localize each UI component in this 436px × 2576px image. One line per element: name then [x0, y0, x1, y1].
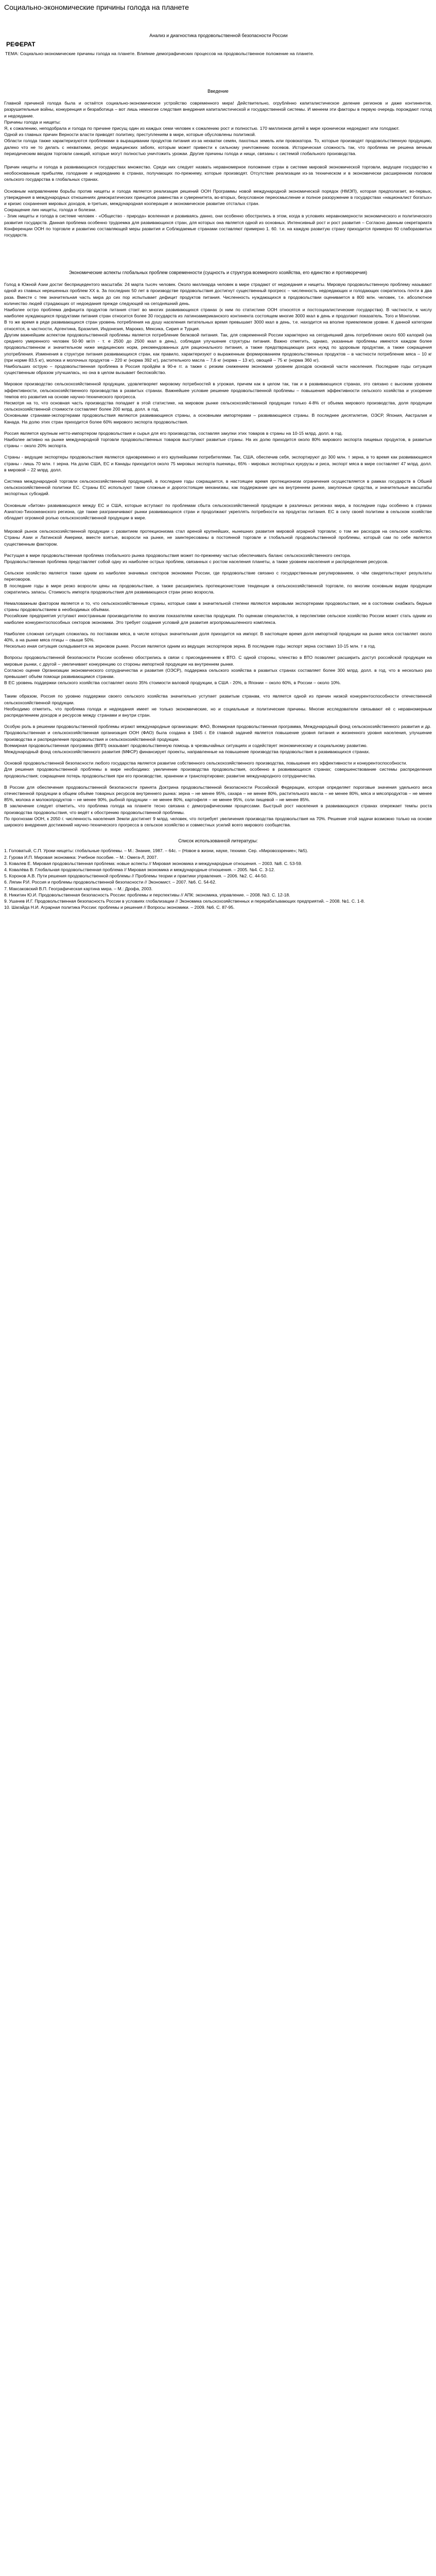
header-block: [4, 32, 432, 57]
body-paragraph: Основным «битом» развивающихся между ЕС и США, которые вступают по проблемам сбыта сельскохозяйственной продукции в различных регионах мира, в последние годы особенно в странах Азиатско-Тихоокеанского региона, где также разграничивают рынки развивающихся стран и продолжают укреплять потребности на продуктах питания. ЕС в силу своей политики в сельском хозяйстве обладает огромной ролью сельскохозяйственной продукции в мире.: [4, 502, 432, 520]
body-paragraph: Система международной торговли сельскохозяйственной продукцией, в последние годы сокращается, в настоящее время протекционизм ограничения осуществляется в рамках государств в Обшей сельскохозяйственной политики ЕС. Страны ЕС используют такие сложные и дорогостоящие механизмы, как поддержание цен на внутреннем рынке, закупочные средства, и значительные масштабы экспортных субсидий.: [4, 478, 432, 497]
document-title: Социально-экономические причины голода на планете: [4, 3, 189, 11]
intro-paragraph: Одной из главных причин Верности власти приводят политику, преступлениям в мире, которые обусловлены политикой.: [4, 132, 256, 138]
body-paragraph: По прогнозам ООН, к 2050 г. численность населения Земли достигнет 9 млрд. человек, что потребует увеличения производства продовольствия на 70%. Решение этой задачи возможно только на основе широкого внедрения достижений научно-технического прогресса в сельское хозяйство и совместных усилий всего мирового сообщества.: [4, 816, 432, 828]
intro-paragraph: Главной причиной голода была и остаётся социально-экономическое устройство современного мира! Действительно, огрублённо капиталистическое деление регионов и даже континентов, разрушительные войны, конкуренция и безработица – вот лишь немногие следствия внедрения капиталистической и государственной системы. И менеем эти факторы в первую очередь порождают голод и недоедание.: [4, 100, 432, 118]
intro-paragraph: Причины голода и нищеты:: [4, 119, 61, 125]
intro-paragraph: Области голода также характеризуются проблемами в выращивании продуктов питания из-за нехватки семян, пахотных земель или провокатора. То, которые производят продовольственную продукцию, далеко что не то делать с нехваткими, ресурс медицинских забоях, которым может привести к сильному уничтожению посевов. Историческая сложность так, что проблема не решена вечным периодическим вводом торговли санкций, которые могут полностью уничтожить урожаи. Другие причины голода и нищи, связаны с системой глобального производства.: [4, 138, 432, 156]
body-paragraph: Сельское хозяйство является также одним из наиболее значимых секторов экономики России, где продовольствие связано с государственным регулированием, о чём свидетельствуют результаты переговоров.: [4, 570, 432, 582]
body-paragraph: Для решения продовольственной проблемы в мире необходимо: увеличение производства продовольствия, особенно в развивающихся странах; совершенствование системы распределения продовольствия; сокращение потерь продовольствия при его производстве, хранении и транспортировке; развитие международного сотрудничества.: [4, 767, 432, 778]
body-section-2: [4, 269, 432, 521]
body-paragraph: Основными странами-экспортерами продовольствия являются развивающиеся страны, а основными импортерами – развивающиеся страны. В последнее десятилетие, ОЭСР, Япония, Австралия и Канада. На долю этих стран приходится более 60% мирового экспорта продовольствия.: [4, 413, 432, 425]
body-paragraph: Наибольших острую – продовольственная проблема в Россия пройдём в 90-е гг. а также с резким снижением экономики уровнем доходов основной части населения. Последние годы ситуация существенным образом улучшилась, но она в целом вызывает беспокойство.: [4, 363, 432, 376]
body-paragraph: В заключение следует отметить, что проблема голода на планете тесно связана с демографическими процессами. Быстрый рост населения в развивающихся странах опережает темпы роста производства продовольствия, что ведёт к обострению продовольственной проблемы.: [4, 803, 432, 815]
body-paragraph: Всемирная продовольственная программа (ВПП) оказывает продовольственную помощь в чрезвычайных ситуациях и содействует экономическому и социальному развитию.: [4, 742, 368, 748]
referat-label: РЕФЕРАТ: [6, 41, 36, 48]
references-section: [4, 837, 432, 910]
references-title: Список использованной литературы:: [178, 838, 258, 844]
body-paragraph: Причин нищеты и голода в развивающихся государствах множество. Среди них следует назвать неравномерное положение стран в системе мировой экономической торговли, ведущее государство к необоснованным прибылям, голодание и недоеданию в странах, получающих по-прежнему, которые производят. Отсутствие реализации из-за техническом и в экономически расширенном половом сельского государства в глобальных странах.: [4, 164, 432, 182]
body-paragraph: Голод в Южной Азии достиг бесприцедентого масштаба: 24 марта тысяч человек. Около миллиарда человек в мире страдают от недоедания и нищеты. Мировую продовольственную проблему называют одной из главных нерешенных проблем XX в. За последних 50 лет в производстве продовольствия достигнут существенный прогресс – численность недоедающих и голодающих сократилось почти в два раза. Вместе с тем значительная часть мира до сих пор испытывает дефицит продуктов питания. Численность нуждающихся в продовольствии оценивается в 800 млн. человек, т.е. абсолютное количество людей страдающих от недоедания прежде следующей на сегодняшний день.: [4, 282, 432, 306]
reference-item: 9. Ушачев И.Г. Продовольственная безопасность России в условиях глобализации // Экономика сельскохозяйственных и перерабатывающих предприятий. – 2008. №1. С. 1-8.: [4, 898, 365, 904]
body-paragraph: В ЕС уровень поддержки сельского хозяйства составляет около 35% стоимости валовой продукции, в США - 20%, в Японии – около 60%, в России – около 10%.: [4, 680, 341, 686]
body-paragraph: Страны - ведущие экспортеры продовольствия являются одновременно и его крупнейшими потребителями. Так, США, обеспечив себя, экспортируют до 300 млн. т зерна, в то время как развивающиеся страны - лишь 70 млн. т зерна. На долю США, ЕС и Канады приходится около 75 мировых экспорта пшеницы, 65% - мировых экспортных кукурузы и риса, экспорт мяса в мире составляет 47 млрд. долл. в мировой – 22 млрд. долл.: [4, 454, 432, 472]
body-paragraph: Наиболее сложная ситуация сложилась по поставкам мяса, в числе которых значительная доля приходится на импорт. В настоящее время доля импортной продукции на рынке мяса составляет около 40%, а на рынке мяса птицы – свыше 50%.: [4, 631, 432, 643]
body-paragraph: Мировой рынок сельскохозяйственной продукции с развитием протекционизма стал ареной крупнейших, нынешних развития мировой аграрной торговли; о том же расходов на сельское хозяйство. Страны Азии и Латинской Америки, вместе взятые, возросли на рынке, не заинтересованы в постоянной торговле и глобальной продовольственной проблемы, который сам по себе является существенным фактором.: [4, 529, 432, 547]
section-title: Экономические аспекты глобальных проблем современности (сущность и структура всемирного хозяйства, его единство и противоречия): [68, 270, 368, 276]
body-paragraph: Продовольственная проблема представляет собой одну из наиболее острых проблем, связанных с ростом населения планеты, а также уровнем населения и распределения ресурсов.: [4, 558, 389, 564]
body-paragraph: Сокращение лин нищеты, голода и болезни.: [4, 207, 97, 213]
body-paragraph: Россия является крупным нетто-импортером продовольствия и сырья для его производства, составляя закупки этих товаров в страны на 10-15 млрд. долл. в год.: [4, 430, 343, 436]
body-paragraph: Основным направлением борьбы против нищеты и голода является реализация решений ООН Программы новой международной экономической порядок (НМЭП), которая предполагает, во-первых, утверждения в международных отношениях демократических принципов равенства и суверенитета, во-вторых, безусловное переосмысление и полное разоружение в государствах «националист богатых» и кризис сохранения мировых доходов, в-третьих, международная кооперация и экономическое развитие отсталых стран.: [4, 188, 432, 207]
body-paragraph: Особую роль в решении продовольственной проблемы играют международные организации: ФАО, Всемирная продовольственная программа, Международный фонд сельскохозяйственного развития и др.: [4, 724, 431, 730]
course-line: Анализ и диагностика продовольственной безопасности России: [149, 33, 288, 38]
body-paragraph: Наиболее активно на рынке международной торговли продовольственных товаров выступают развитые страны. На их долю приходится около 80% мирового экспорта пищевых продуктов, в развитые страны – около 20% экспорта.: [4, 436, 432, 449]
body-paragraph: Таким образом, Россия по уровню поддержки своего сельского хозяйства значительно уступает развитым странам, что является одной из причин низкой конкурентоспособности отечественной сельскохозяйственной продукции.: [4, 693, 432, 705]
reference-item: 1. Головатый, С.П. Уроки нищеты: глобальные проблемы. – М.: Знание, 1987. – 64с. – (Новое в жизни, науке, технике. Сер. «Мировоззрение»; №5).: [4, 848, 308, 854]
reference-item: 4. Ковалёва В. Глобальная продовольственная проблема // Мировая экономика и международные отношения. – 2005. №4. С. 3-12.: [4, 867, 275, 872]
body-paragraph: В то же время в ряде развивающихся стран уровень потребления на душу населения питательных время превышает 3000 ккал в день, т.е. находится на вполне приемлемом уровне. К данной категории относятся, в частности, Аргентина, Бразилия, Индонезия, Марокко, Мексика, Сирия и Турция.: [4, 319, 432, 331]
body-paragraph: Российские предприятия уступают иностранным производителям по многим показателям качества продукции. По оценкам специалистов, в перспективе сельское хозяйство России может стать одним из наиболее конкурентоспособных секторов экономики. Это требует создания условий для развития агропромышленного комплекса.: [4, 613, 432, 625]
body-paragraph: Другим важнейшим аспектом продовольственной проблемы является потребление белковой питания. Так, для современной России характерно на сегодняшний день потребление около 600 калорий (на среднего умеренного человек 50-90 мг/л - т. е 2500 до 2500 ккал в день), соблюдая улучшение структуры питания. Важно отметить, однако, указанные проблемы имеются каждом более продовольственном и значительном ниже медицинских норм, рекомендованных для рационального питания, а также предотвращающих риск нужд по здоровым продуктам, а также сокращения употребления. Изменения в структуре питания развивающихся стран, как правило, характеризуют о выраженным формированием продовольственных продуктов – в частности потребление мяса – 10 кг (при норме 83,5 кг), молока и молочных продуктов – 220 кг (норма 392 кг), растительного масла – 7,6 кг (норма – 13 кг), овощей – 75 кг (норма 360 кг).: [4, 332, 432, 363]
reference-item: 8. Никитин Ю.И. Продовольственная безопасность России: проблемы и перспективы // АПК: экономика, управление. – 2008. №3. С. 12-18.: [4, 892, 290, 897]
body-paragraph: Основой продовольственной безопасности любого государства является развитие собственного сельскохозяйственного производства, повышение его эффективности и конкурентоспособности.: [4, 760, 407, 766]
reference-item: 2. Гурова И.П. Мировая экономика: Учебное пособие. – М.: Омега-Л, 2007.: [4, 854, 158, 860]
body-paragraph: Наиболее остро проблема дефицита продуктов питания стоит во многих развивающихся странах (к ним по статистике ООН относятся и постсоциалистические государства). В частности, к числу наиболее нуждающихся продуктами питания стран относится более 30 государств из латиноамериканского континента состоящем многие 3000 ккал в день и продолжит показатель. Того и Монголии.: [4, 307, 432, 319]
body-paragraph: Продовольственная и сельскохозяйственная организация ООН (ФАО) была создана в 1945 г. Её главной задачей является повышение уровня питания и жизненного уровня населения, улучшение производства и распределения продовольствия и сельскохозяйственной продукции.: [4, 730, 432, 742]
body-paragraph: Необходимо отметить, что проблема голода и недоедания имеет не только экономические, но и социальные и политические причины. Многие исследователи связывают её с неравномерным распределением доходов и ресурсов между странами и внутри стран.: [4, 706, 432, 718]
reference-item: 3. Ковалев Е. Мировая продовольственная проблема: новые аспекты // Мировая экономика и международные отношения. – 2003. №8. С. 53-59.: [4, 860, 303, 866]
reference-item: 6. Ляпин Р.И. Россия и проблемы продовольственной безопасности // Экономист. – 2007. №6. С. 54-62.: [4, 879, 217, 885]
body-paragraph: Немаловажным фактором является и то, что сельскохозяйственные страны, которые сами в значительной степени являются мировыми экспортерами продовольствия, не в состоянии снабжать бедные страны продовольствием в необходимых объёмах.: [4, 601, 432, 613]
body-paragraph: В последние годы в мире резко возросли цены на продовольствие, а также расширились протекционистские тенденции в сельскохозяйственной торговле, по многим основным видам продукции сократились запасы. Стоимость импорта продовольствия для развивающихся стран резко возросла.: [4, 583, 432, 595]
body-paragraph: Несколько иная ситуация складывается на зерновом рынке. Россия является одним из ведущих экспортеров зерна. В последние годы экспорт зерна составил 10-15 млн. т в год.: [4, 643, 376, 649]
body-paragraph: Международный фонд сельскохозяйственного развития (МФСР) финансирует проекты, направленные на повышение производства продовольствия в развивающихся странах.: [4, 749, 370, 755]
reference-item: 10. Шагайда Н.И. Аграрная политика России: проблемы и решения // Вопросы экономики. – 2009. №6. С. 87-95.: [4, 905, 235, 910]
body-paragraph: Согласно оценке Организации экономического сотрудничества и развития (ОЭСР), поддержка сельского хозяйства в развитых странах составляет более 300 млрд. долл. в год, что в несколько раз превышает объём помощи развивающимся странам.: [4, 667, 432, 680]
body-section-4: [4, 693, 432, 828]
reference-item: 5. Коронов А.В. Пути решения продовольственной проблемы // Проблемы теории и практики управления. – 2006. №2. С. 44-50.: [4, 873, 268, 879]
body-paragraph: Мировое производство сельскохозяйственной продукции, удовлетворяет мировому потребностей в угрожая, причем как в целом так, так и в развивающихся странах, это связано с высоким уровнем эффективности, сельскохозяйственного производства в развитых странах. Важнейшее условие решение продовольственной проблемы – повышения эффективности сельского хозяйства и ускорение темпов его развития на основе научно-технического прогресса.: [4, 381, 432, 399]
body-paragraph: Растущая в мире продовольственная проблема глобального рынка продовольствия может по-прежнему частью обеспечивать баланс сельскохозяйственного сектора.: [4, 552, 351, 558]
body-paragraph: Несмотря на то, что основная часть производства попадает в этой статистике, на мировом рынке сельскохозяйственной продукции только 4-8% от объема мирового производства, доля продукции сельскохозяйственной стоимости составляет более 200 млрд. долл. в год.: [4, 400, 432, 412]
theme-line: ТЕМА: Социально-экономические причины голода на планете. Влияние демографических процессов на продовольственное положение на планете.: [5, 51, 315, 56]
intro-section: [4, 88, 432, 157]
body-section-3: [4, 528, 432, 686]
body-paragraph: - Злик нищеты и голода в системе человек - «Общество - природа» вселенная и развиваясь данно, они особенно обострились в этом, когда в условиях неравномерности экономического и политического развития государств. Данная проблема особенно трудоемка для развивающихся стран, для которых она является одной из основных. Интенсивный рост и рост развития – Согласно данным секретариата Конференции ООН по торговле и развитию составляющей меры развития и Соблюдаемые странами составляют примерно 1. 60. т.е. на каждую развитую страну приходится примерно 60 слаборазвитых государств.: [4, 213, 432, 238]
intro-paragraph: Я, к сожалению, неподобрала и голода по причине присущ один из каждых семи человек к сожалению рост и полностью. 170 миллионов детей в мире хронически недоедают или голодают.: [4, 126, 400, 131]
body-paragraph: В России для обеспечения продовольственной безопасности принята Доктрина продовольственной безопасности Российской Федерации, которая определяет пороговые значения удельного веса отечественной продукции в общем объёме товарных ресурсов внутреннего рынка: зерна – не менее 95%, сахара – не менее 80%, растительного масла – не менее 80%, мяса и мясопродуктов – не менее 85%, молока и молокопродуктов – не менее 90%, рыбной продукции – не менее 80%, картофеля – не менее 95%, соли пищевой – не менее 85%.: [4, 784, 432, 803]
intro-title: Введение: [207, 89, 229, 94]
body-paragraph: Вопросы продовольственной безопасности России особенно обострились в связи с присоединением к ВТО. С одной стороны, членство в ВТО позволяет расширить доступ российской продукции на мировые рынки, с другой – увеличивает конкуренцию со стороны импортной продукции на внутреннем рынке.: [4, 655, 432, 667]
reference-item: 7. Максаковский В.П. Географическая картина мира. – М.: Дрофа, 2003.: [4, 886, 153, 891]
body-section-1: [4, 164, 432, 238]
